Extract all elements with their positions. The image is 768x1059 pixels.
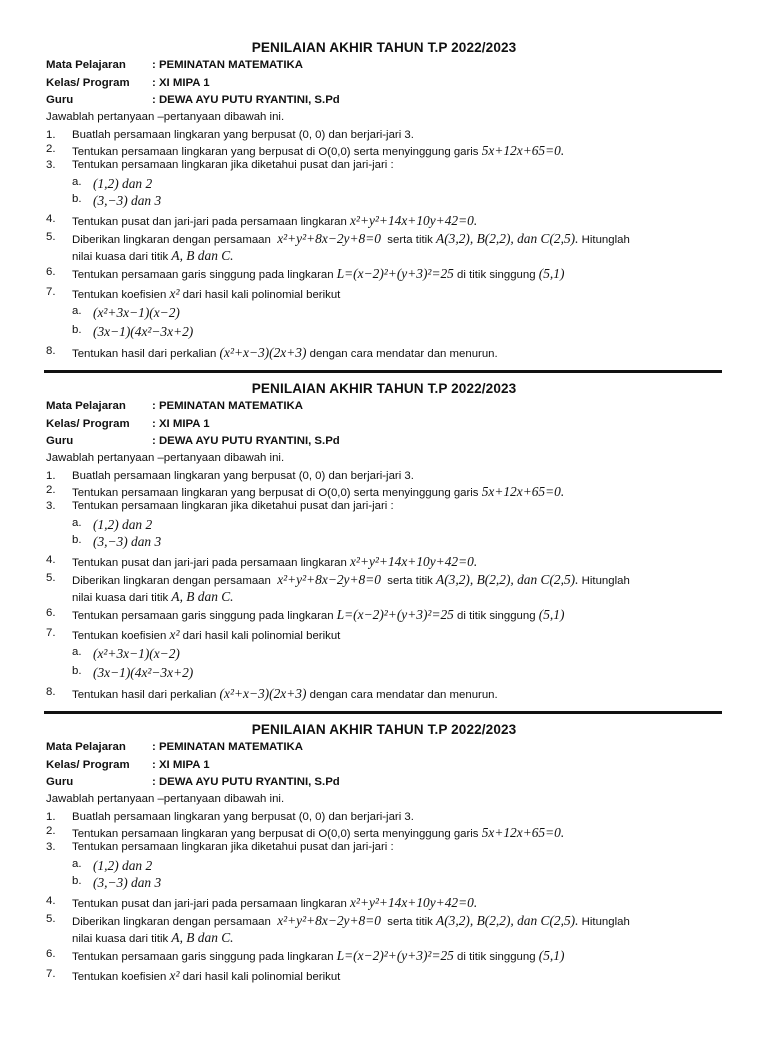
question-formula: A(3,2), B(2,2), dan C(2,5). <box>436 572 579 587</box>
teacher-value: : DEWA AYU PUTU RYANTINI, S.Pd <box>152 776 340 788</box>
question-number: 8. <box>46 686 56 698</box>
teacher-value: : DEWA AYU PUTU RYANTINI, S.Pd <box>152 435 340 447</box>
cut-divider-2 <box>44 711 722 714</box>
question-text: Buatlah persamaan lingkaran yang berpusat (0, 0) dan berjari-jari 3. <box>72 129 414 141</box>
class-label: Kelas/ Program <box>46 759 130 771</box>
question-number: 7. <box>46 968 56 980</box>
question-text: dari hasil kali polinomial berikut <box>182 630 341 642</box>
class-label: Kelas/ Program <box>46 77 130 89</box>
instructions: Jawablah pertanyaan –pertanyaan dibawah ini. <box>46 111 285 123</box>
question-number: 6. <box>46 266 56 278</box>
question-text: Tentukan koefisien <box>72 971 167 983</box>
question-text: Tentukan koefisien <box>72 630 167 642</box>
question-text: Tentukan hasil dari perkalian <box>72 689 217 701</box>
instructions: Jawablah pertanyaan –pertanyaan dibawah ini. <box>46 793 285 805</box>
question-number: 4. <box>46 554 56 566</box>
question-number: 3. <box>46 500 56 512</box>
question-text: Tentukan persamaan lingkaran yang berpusat di O(0,0) serta menyinggung garis <box>72 487 479 499</box>
subject-label: Mata Pelajaran <box>46 741 126 753</box>
question-formula: (5,1) <box>538 607 565 622</box>
question-formula: L=(x−2)²+(y+3)²=25 <box>336 948 454 963</box>
exam-sheet-3 <box>0 718 768 1059</box>
question-formula: x²+y²+8x−2y+8=0 <box>277 913 381 928</box>
teacher-row <box>46 776 340 788</box>
subject-value: : PEMINATAN MATEMATIKA <box>152 400 304 412</box>
question-formula: x² <box>169 968 180 983</box>
option-formula: (1,2) dan 2 <box>93 176 153 191</box>
question-number: 6. <box>46 948 56 960</box>
question-number: 3. <box>46 159 56 171</box>
question-text: serta titik <box>387 916 433 928</box>
question-formula: A, B dan C. <box>171 589 234 604</box>
exam-title: PENILAIAN AKHIR TAHUN T.P 2022/2023 <box>251 40 517 55</box>
question-text: serta titik <box>387 234 433 246</box>
question-formula: (x²+x−3)(2x+3) <box>219 686 307 701</box>
question-text: Tentukan pusat dan jari-jari pada persamaan lingkaran <box>72 557 347 569</box>
question-text: di titik singgung <box>457 951 536 963</box>
question-text: Tentukan persamaan lingkaran jika diketahui pusat dan jari-jari : <box>72 841 394 853</box>
teacher-row <box>46 94 340 106</box>
cut-divider-1 <box>44 370 722 373</box>
question-number: 1. <box>46 470 56 482</box>
subject-row <box>46 741 303 753</box>
subject-value: : PEMINATAN MATEMATIKA <box>152 59 304 71</box>
question-formula: 5x+12x+65=0. <box>481 143 565 158</box>
question-text: Tentukan koefisien <box>72 289 167 301</box>
question-formula: x² <box>169 627 180 642</box>
question-text: Tentukan persamaan garis singgung pada lingkaran <box>72 951 334 963</box>
question-formula: x² <box>169 286 180 301</box>
question-text: nilai kuasa dari titik <box>72 592 169 604</box>
question-number: 2. <box>46 825 56 837</box>
class-row <box>46 759 210 771</box>
question-text: Tentukan hasil dari perkalian <box>72 348 217 360</box>
class-row <box>46 418 210 430</box>
question-text: Hitunglah <box>581 234 630 246</box>
option-letter: a. <box>72 176 82 188</box>
question-text: Tentukan persamaan lingkaran yang berpusat di O(0,0) serta menyinggung garis <box>72 146 479 158</box>
exam-title: PENILAIAN AKHIR TAHUN T.P 2022/2023 <box>251 722 517 737</box>
question-formula: x²+y²+14x+10y+42=0. <box>349 213 478 228</box>
question-text: di titik singgung <box>457 269 536 281</box>
question-formula: x²+y²+14x+10y+42=0. <box>349 554 478 569</box>
question-text: dari hasil kali polinomial berikut <box>182 971 341 983</box>
subject-value: : PEMINATAN MATEMATIKA <box>152 741 304 753</box>
exam-title: PENILAIAN AKHIR TAHUN T.P 2022/2023 <box>251 381 517 396</box>
question-text: Hitunglah <box>581 916 630 928</box>
subject-label: Mata Pelajaran <box>46 400 126 412</box>
option-letter: a. <box>72 305 82 317</box>
question-number: 3. <box>46 841 56 853</box>
question-formula: A(3,2), B(2,2), dan C(2,5). <box>436 231 579 246</box>
question-text: serta titik <box>387 575 433 587</box>
question-text: Tentukan persamaan lingkaran jika diketahui pusat dan jari-jari : <box>72 159 394 171</box>
question-text: di titik singgung <box>457 610 536 622</box>
question-text: Buatlah persamaan lingkaran yang berpusat (0, 0) dan berjari-jari 3. <box>72 811 414 823</box>
question-number: 6. <box>46 607 56 619</box>
question-formula: 5x+12x+65=0. <box>481 484 565 499</box>
question-text: Tentukan persamaan lingkaran jika diketahui pusat dan jari-jari : <box>72 500 394 512</box>
question-number: 5. <box>46 572 56 584</box>
question-number: 5. <box>46 231 56 243</box>
option-formula: (1,2) dan 2 <box>93 517 153 532</box>
question-text: nilai kuasa dari titik <box>72 251 169 263</box>
class-value: : XI MIPA 1 <box>152 77 210 89</box>
teacher-value: : DEWA AYU PUTU RYANTINI, S.Pd <box>152 94 340 106</box>
subject-row <box>46 400 303 412</box>
question-number: 2. <box>46 484 56 496</box>
question-formula: 5x+12x+65=0. <box>481 825 565 840</box>
option-formula: (1,2) dan 2 <box>93 858 153 873</box>
question-formula: A, B dan C. <box>171 248 234 263</box>
question-text: dari hasil kali polinomial berikut <box>182 289 341 301</box>
question-text: dengan cara mendatar dan menurun. <box>309 689 498 701</box>
question-number: 8. <box>46 345 56 357</box>
option-letter: a. <box>72 858 82 870</box>
question-text: Tentukan persamaan garis singgung pada lingkaran <box>72 269 334 281</box>
question-formula: (x²+x−3)(2x+3) <box>219 345 307 360</box>
question-text: Diberikan lingkaran dengan persamaan <box>72 234 271 246</box>
option-letter: b. <box>72 875 82 887</box>
option-formula: (x²+3x−1)(x−2) <box>93 646 180 661</box>
question-text: Tentukan persamaan lingkaran yang berpusat di O(0,0) serta menyinggung garis <box>72 828 479 840</box>
question-text: Diberikan lingkaran dengan persamaan <box>72 575 271 587</box>
class-value: : XI MIPA 1 <box>152 759 210 771</box>
question-text: Hitunglah <box>581 575 630 587</box>
question-number: 7. <box>46 627 56 639</box>
option-letter: a. <box>72 646 82 658</box>
question-number: 2. <box>46 143 56 155</box>
question-text: Tentukan pusat dan jari-jari pada persamaan lingkaran <box>72 216 347 228</box>
option-letter: b. <box>72 665 82 677</box>
class-value: : XI MIPA 1 <box>152 418 210 430</box>
question-number: 1. <box>46 811 56 823</box>
teacher-label: Guru <box>46 94 74 106</box>
option-letter: a. <box>72 517 82 529</box>
question-text: Tentukan pusat dan jari-jari pada persamaan lingkaran <box>72 898 347 910</box>
question-formula: A(3,2), B(2,2), dan C(2,5). <box>436 913 579 928</box>
question-text: nilai kuasa dari titik <box>72 933 169 945</box>
question-text: Buatlah persamaan lingkaran yang berpusat (0, 0) dan berjari-jari 3. <box>72 470 414 482</box>
question-number: 4. <box>46 213 56 225</box>
question-number: 1. <box>46 129 56 141</box>
question-formula: (5,1) <box>538 266 565 281</box>
option-formula: (3,−3) dan 3 <box>93 193 162 208</box>
option-formula: (3,−3) dan 3 <box>93 534 162 549</box>
question-formula: L=(x−2)²+(y+3)²=25 <box>336 607 454 622</box>
teacher-label: Guru <box>46 435 74 447</box>
exam-sheet-1 <box>0 36 768 377</box>
question-text: Diberikan lingkaran dengan persamaan <box>72 916 271 928</box>
option-formula: (x²+3x−1)(x−2) <box>93 305 180 320</box>
option-formula: (3,−3) dan 3 <box>93 875 162 890</box>
question-formula: (5,1) <box>538 948 565 963</box>
option-letter: b. <box>72 193 82 205</box>
question-text: dengan cara mendatar dan menurun. <box>309 348 498 360</box>
instructions: Jawablah pertanyaan –pertanyaan dibawah ini. <box>46 452 285 464</box>
question-text: Tentukan persamaan garis singgung pada lingkaran <box>72 610 334 622</box>
question-number: 5. <box>46 913 56 925</box>
class-label: Kelas/ Program <box>46 418 130 430</box>
subject-label: Mata Pelajaran <box>46 59 126 71</box>
option-letter: b. <box>72 534 82 546</box>
question-formula: x²+y²+8x−2y+8=0 <box>277 231 381 246</box>
question-formula: A, B dan C. <box>171 930 234 945</box>
question-formula: x²+y²+14x+10y+42=0. <box>349 895 478 910</box>
exam-sheet-2 <box>0 377 768 718</box>
question-formula: x²+y²+8x−2y+8=0 <box>277 572 381 587</box>
teacher-label: Guru <box>46 776 74 788</box>
teacher-row <box>46 435 340 447</box>
question-formula: L=(x−2)²+(y+3)²=25 <box>336 266 454 281</box>
class-row <box>46 77 210 89</box>
option-letter: b. <box>72 324 82 336</box>
option-formula: (3x−1)(4x²−3x+2) <box>93 324 194 339</box>
question-number: 7. <box>46 286 56 298</box>
option-formula: (3x−1)(4x²−3x+2) <box>93 665 194 680</box>
question-number: 4. <box>46 895 56 907</box>
subject-row <box>46 59 303 71</box>
